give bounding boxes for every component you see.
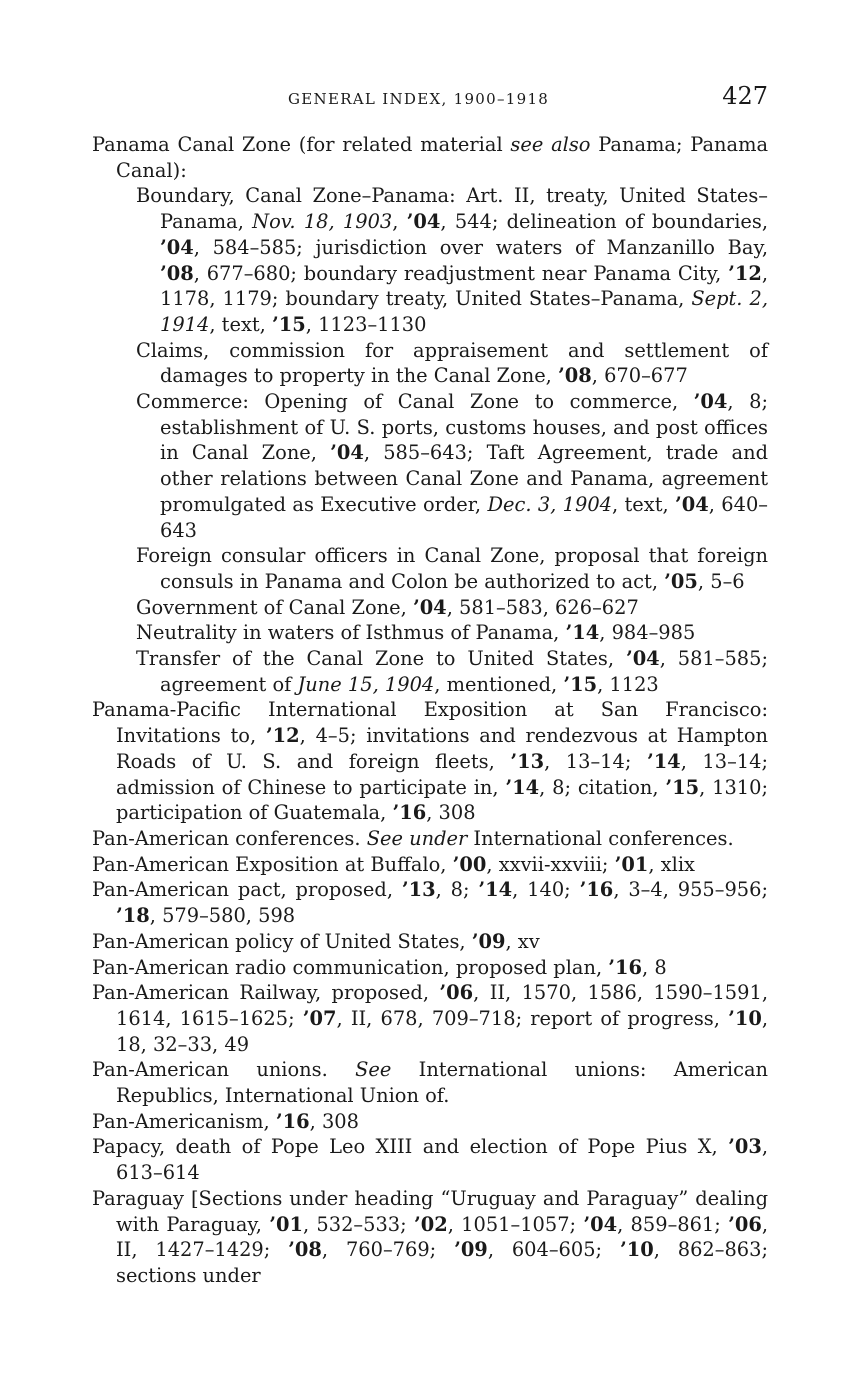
index-subentry: Foreign consular officers in Canal Zone, proposal that foreign consuls in Panama and Colon be authorized to act, ’05, 5–6 bbox=[136, 544, 768, 593]
index-entry: Panama-Pacific International Exposition at San Francisco: Invitations to, ’12, 4–5; invitations and rendezvous at Hampton Roads of U. S. and foreign fleets, ’13, 13–14; ’14, 13–14; admission of Chinese to participate in, ’14, 8; citation, ’15, 1310; participation of Guatemala, ’16, 308 bbox=[92, 698, 768, 825]
index-subentry: Boundary, Canal Zone–Panama: Art. II, treaty, United States–Panama, Nov. 18, 1903, ’04, 544; delineation of boundaries, ’04, 584–585; jurisdiction over waters of Manzanillo Bay, ’08, 677–680; boundary readjustment near Panama City, ’12, 1178, 1179; boundary treaty, United States–Panama, Sept. 2, 1914, text, ’15, 1123–1130 bbox=[136, 184, 768, 336]
index-subentry: Government of Canal Zone, ’04, 581–583, 626–627 bbox=[136, 595, 639, 619]
index-subentry: Claims, commission for appraisement and settlement of damages to property in the Canal Zone, ’08, 670–677 bbox=[136, 338, 768, 388]
header-title: GENERAL INDEX, 1900–1918 bbox=[288, 90, 550, 108]
index-entry: Pan-Americanism, ’16, 308 bbox=[92, 1109, 359, 1133]
index-entry: Pan-American radio communication, proposed plan, ’16, 8 bbox=[92, 955, 667, 979]
index-entry: Pan-American policy of United States, ’09, xv bbox=[92, 929, 540, 953]
index-entry: Pan-American pact, proposed, ’13, 8; ’14, 140; ’16, 3–4, 955–956; ’18, 579–580, 598 bbox=[92, 878, 768, 928]
index-subentry: Commerce: Opening of Canal Zone to commerce, ’04, 8; establishment of U. S. ports, customs houses, and post offices in Canal Zone, ’04, 585–643; Taft Agreement, trade and other relations between Canal Zone and Panama, agreement promulgated as Executive order, Dec. 3, 1904, text, ’04, 640–643 bbox=[136, 390, 768, 542]
index-body bbox=[92, 132, 768, 1289]
index-entry: Paraguay [Sections under heading “Uruguay and Paraguay” dealing with Paraguay, ’01, 532–533; ’02, 1051–1057; ’04, 859–861; ’06, II, 1427–1429; ’08, 760–769; ’09, 604–605; ’10, 862–863; sections under bbox=[92, 1186, 769, 1287]
index-subentry: Transfer of the Canal Zone to United States, ’04, 581–585; agreement of June 15, 1904, mentioned, ’15, 1123 bbox=[136, 647, 769, 696]
index-entry: Pan-American Exposition at Buffalo, ’00, xxvii-xxviii; ’01, xlix bbox=[92, 852, 695, 876]
index-subentry: Neutrality in waters of Isthmus of Panama, ’14, 984–985 bbox=[136, 621, 696, 645]
page-number: 427 bbox=[722, 82, 768, 110]
index-entry: Papacy, death of Pope Leo XIII and election of Pope Pius X, ’03, 613–614 bbox=[92, 1135, 768, 1185]
index-entry: Pan-American unions. See International unions: American Republics, International Union of. bbox=[92, 1058, 768, 1108]
index-entry: Panama Canal Zone (for related material see also Panama; Panama Canal): bbox=[92, 133, 769, 182]
running-header bbox=[92, 82, 768, 116]
index-entry: Pan-American Railway, proposed, ’06, II, 1570, 1586, 1590–1591, 1614, 1615–1625; ’07, II, 678, 709–718; report of progress, ’10, 18, 32–33, 49 bbox=[92, 981, 769, 1056]
index-entry: Pan-American conferences. See under International conferences. bbox=[92, 826, 734, 850]
